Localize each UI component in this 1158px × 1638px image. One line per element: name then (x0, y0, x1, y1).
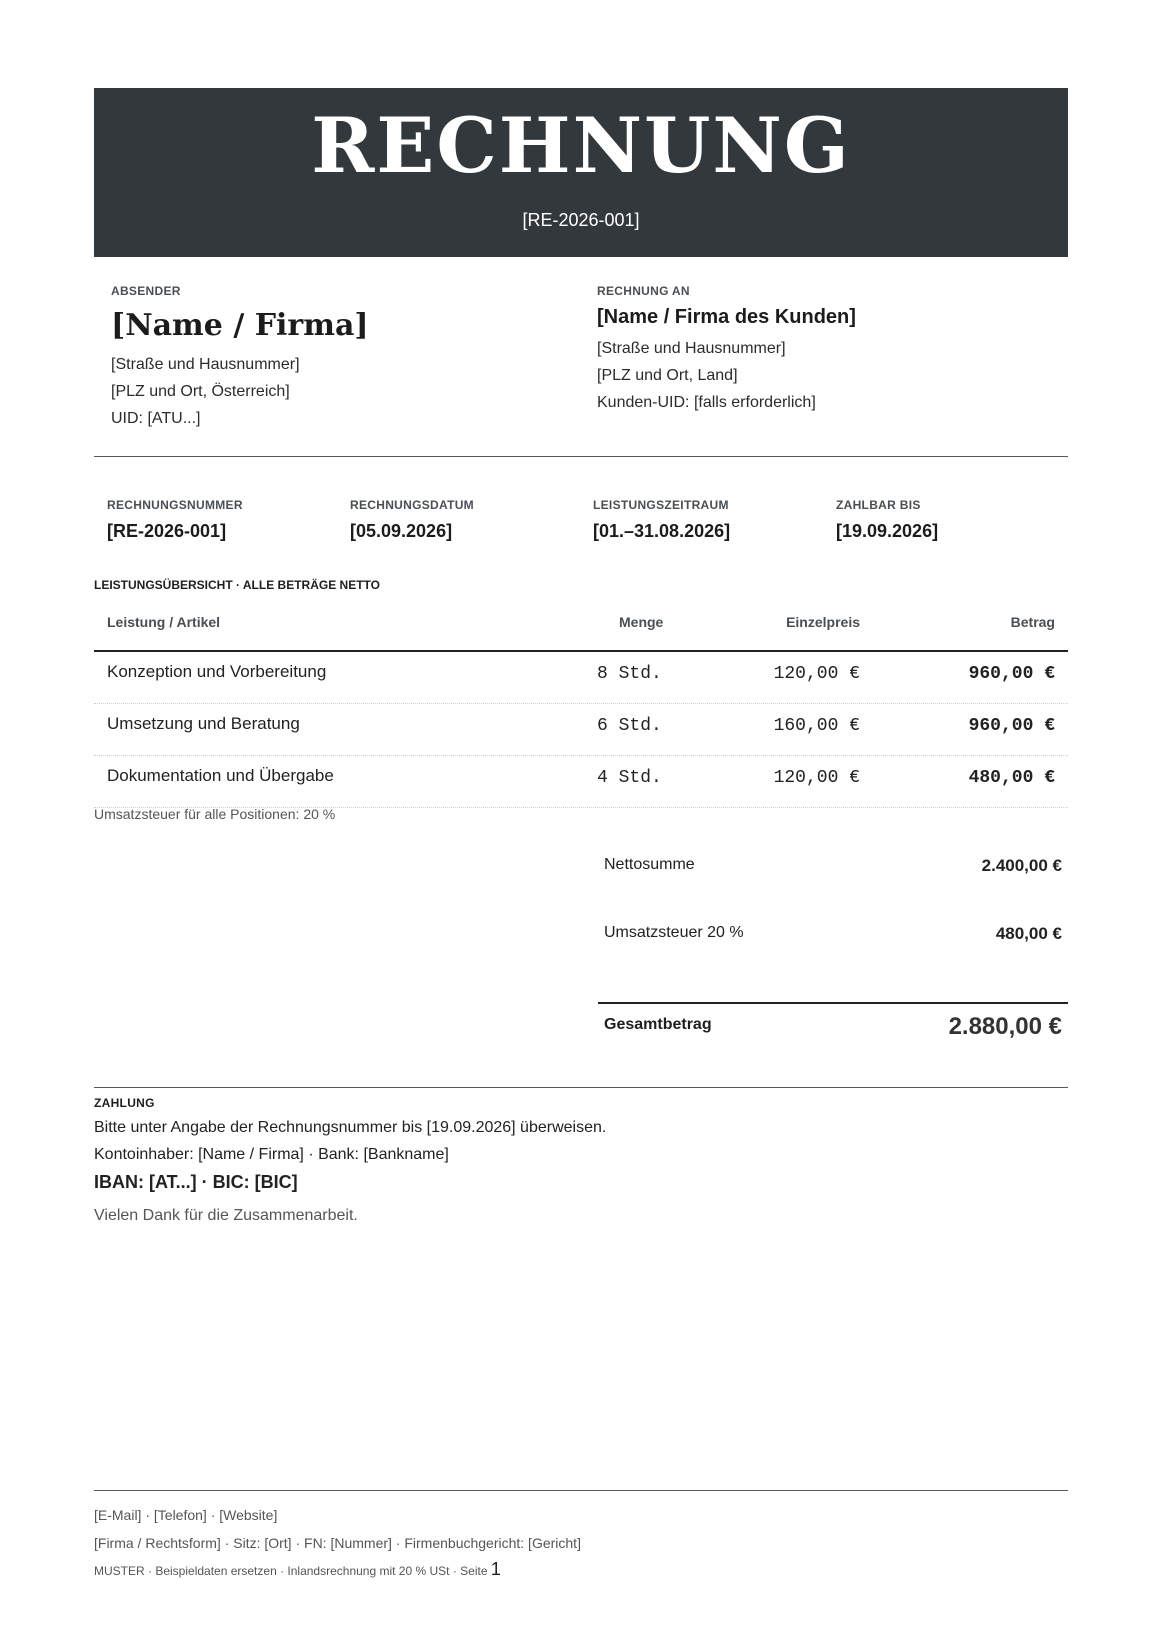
sender-city: [PLZ und Ort, Österreich] (111, 383, 290, 400)
recipient-name: [Name / Firma des Kunden] (597, 306, 856, 328)
meta-service-period (593, 498, 833, 542)
item-name: Umsetzung und Beratung (107, 714, 300, 733)
item-qty: 4 Std. (597, 768, 662, 788)
vat-row (598, 918, 1068, 1002)
item-qty: 8 Std. (597, 664, 662, 684)
table-row (94, 652, 1068, 704)
net-total-row (598, 850, 1068, 918)
header-invoice-number: [RE-2026-001] (522, 210, 640, 230)
payment-label: ZAHLUNG (94, 1096, 155, 1110)
vat-note: Umsatzsteuer für alle Positionen: 20 % (94, 806, 336, 822)
payment-account: Kontoinhaber: [Name / Firma] · Bank: [Bankname] (94, 1146, 449, 1163)
footer-contact: [E-Mail] · [Telefon] · [Website] (94, 1507, 278, 1523)
meta-number-label: RECHNUNGSNUMMER (107, 498, 243, 512)
footer-disclaimer-line (94, 1557, 1068, 1583)
meta-date-label: RECHNUNGSDATUM (350, 498, 474, 512)
table-row (94, 704, 1068, 756)
items-table-header (94, 604, 1068, 652)
meta-due-label: ZAHLBAR BIS (836, 498, 921, 512)
sender-block (111, 284, 531, 432)
invoice-title: RECHNUNG (311, 101, 851, 190)
item-amount: 960,00 € (968, 716, 1055, 736)
address-divider (94, 456, 1068, 457)
invoice-header (94, 88, 1068, 257)
meta-due-date (836, 498, 1076, 542)
meta-period-label: LEISTUNGSZEITRAUM (593, 498, 729, 512)
column-header-amount: Betrag (1010, 614, 1055, 630)
items-section-title: LEISTUNGSÜBERSICHT · ALLE BETRÄGE NETTO (94, 578, 381, 592)
vat-label: Umsatzsteuer 20 % (604, 924, 744, 941)
meta-period-value: [01.–31.08.2026] (593, 521, 731, 541)
meta-invoice-number (107, 498, 347, 542)
payment-instruction: Bitte unter Angabe der Rechnungsnummer bis [19.09.2026] überweisen. (94, 1119, 607, 1136)
meta-date-value: [05.09.2026] (350, 521, 453, 541)
item-unit-price: 120,00 € (773, 768, 860, 788)
recipient-uid: Kunden-UID: [falls erforderlich] (597, 394, 816, 411)
column-header-unit-price: Einzelpreis (786, 614, 860, 630)
footer-company: [Firma / Rechtsform] · Sitz: [Ort] · FN: [Nummer] · Firmenbuchgericht: [Gericht] (94, 1535, 581, 1551)
recipient-street: [Straße und Hausnummer] (597, 340, 786, 357)
column-header-qty: Menge (619, 614, 664, 630)
recipient-block (597, 284, 1057, 416)
page-footer (94, 1490, 1068, 1583)
payment-block (94, 1087, 1068, 1225)
item-amount: 480,00 € (968, 768, 1055, 788)
net-total-label: Nettosumme (604, 856, 695, 873)
column-header-item: Leistung / Artikel (107, 614, 221, 630)
net-total-value: 2.400,00 € (981, 856, 1062, 875)
item-qty: 6 Std. (597, 716, 662, 736)
payment-iban: IBAN: [AT...] · BIC: [BIC] (94, 1172, 298, 1192)
recipient-label: RECHNUNG AN (597, 284, 690, 298)
totals-block (598, 850, 1068, 1064)
sender-name: [Name / Firma] (111, 308, 369, 343)
sender-label: ABSENDER (111, 284, 181, 298)
item-unit-price: 120,00 € (773, 664, 860, 684)
meta-invoice-date (350, 498, 590, 542)
item-name: Dokumentation und Übergabe (107, 766, 334, 785)
vat-value: 480,00 € (995, 924, 1062, 943)
grand-total-row (598, 1002, 1068, 1064)
meta-number-value: [RE-2026-001] (107, 521, 227, 541)
items-table (94, 604, 1068, 808)
sender-street: [Straße und Hausnummer] (111, 356, 300, 373)
page-number: 1 (490, 1559, 501, 1579)
item-name: Konzeption und Vorbereitung (107, 662, 327, 681)
thanks-note: Vielen Dank für die Zusammenarbeit. (94, 1207, 358, 1224)
grand-total-label: Gesamtbetrag (604, 1016, 712, 1033)
recipient-city: [PLZ und Ort, Land] (597, 367, 738, 384)
item-unit-price: 160,00 € (773, 716, 860, 736)
meta-due-value: [19.09.2026] (836, 521, 939, 541)
footer-disclaimer: MUSTER · Beispieldaten ersetzen · Inlandsrechnung mit 20 % USt · Seite (94, 1564, 488, 1578)
sender-uid: UID: [ATU...] (111, 410, 201, 427)
grand-total-value: 2.880,00 € (948, 1013, 1062, 1040)
table-row (94, 756, 1068, 808)
item-amount: 960,00 € (968, 664, 1055, 684)
